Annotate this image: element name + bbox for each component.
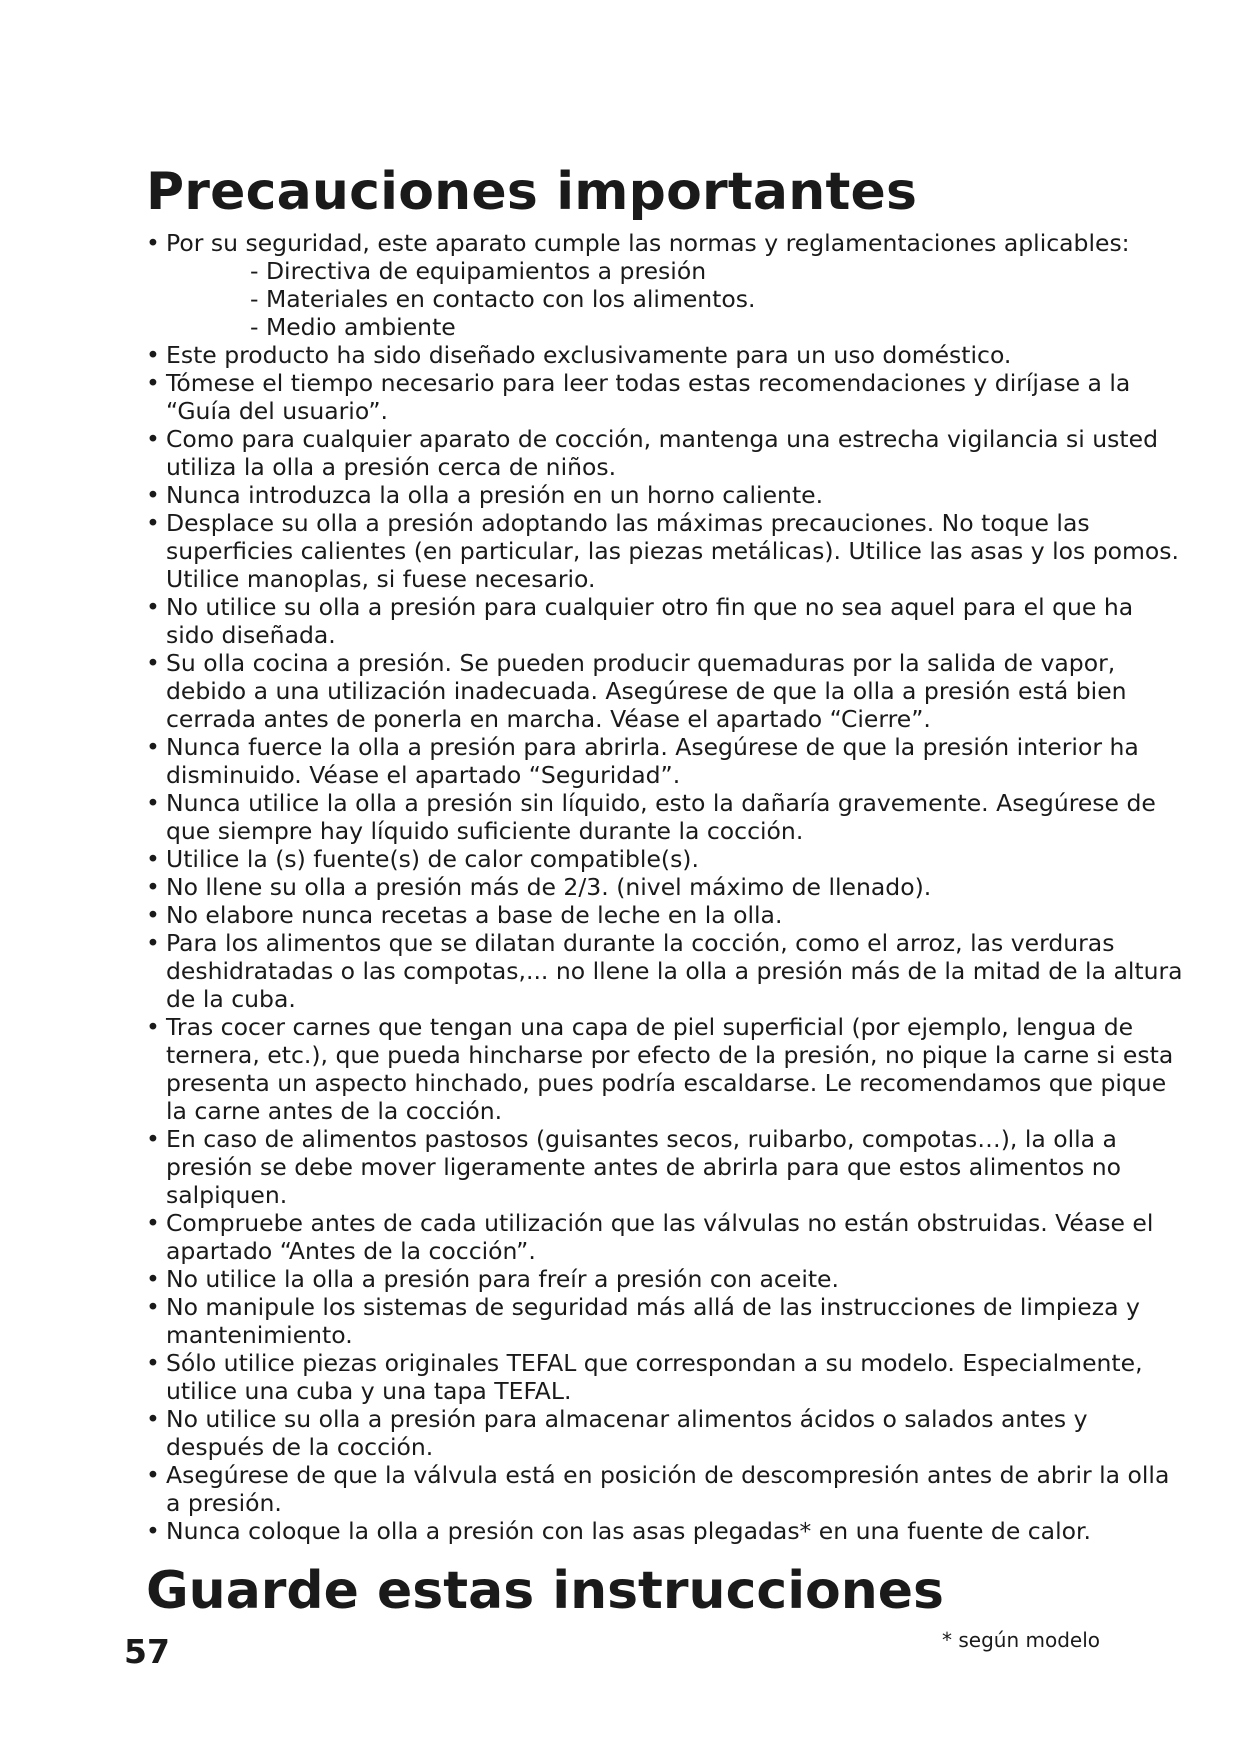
list-item-text: Nunca introduzca la olla a presión en un horno caliente.	[166, 481, 824, 509]
list-item-text: No utilice la olla a presión para freír a presión con aceite.	[166, 1265, 839, 1293]
list-item	[146, 1125, 1186, 1209]
list-item	[146, 1209, 1186, 1265]
bullet-icon: •	[146, 901, 160, 929]
bullet-icon: •	[146, 481, 160, 509]
page-number: 57	[124, 1632, 170, 1671]
list-item-text: Tras cocer carnes que tengan una capa de piel superficial (por ejemplo, lengua de ternera, etc.), que pueda hincharse por efecto de la presión, no pique la carne si esta presenta un aspecto hinchado, pues podría escaldarse. Le recomendamos que pique la carne antes de la cocción.	[166, 1013, 1174, 1125]
list-item	[146, 481, 1186, 509]
list-item	[146, 425, 1186, 481]
bullet-icon: •	[146, 1125, 160, 1153]
list-item	[146, 369, 1186, 425]
bullet-icon: •	[146, 509, 160, 537]
bullet-icon: •	[146, 789, 160, 817]
list-item-text: No utilice su olla a presión para cualquier otro fin que no sea aquel para el que ha sido diseñada.	[166, 593, 1134, 649]
bullet-icon: •	[146, 733, 160, 761]
list-item	[146, 1405, 1186, 1461]
list-item-text: Para los alimentos que se dilatan durante la cocción, como el arroz, las verduras deshidratadas o las compotas,... no llene la olla a presión más de la mitad de la altura de la cuba.	[166, 929, 1183, 1013]
precautions-list	[146, 229, 1186, 1545]
bullet-icon: •	[146, 369, 160, 397]
bullet-icon: •	[146, 1349, 160, 1377]
bullet-icon: •	[146, 1405, 160, 1433]
list-item-text: Por su seguridad, este aparato cumple las normas y reglamentaciones aplicables:	[166, 229, 1130, 257]
list-item-text: Sólo utilice piezas originales TEFAL que correspondan a su modelo. Especialmente, utilice una cuba y una tapa TEFAL.	[166, 1349, 1143, 1405]
list-item-text: Tómese el tiempo necesario para leer todas estas recomendaciones y diríjase a la “Guía del usuario”.	[166, 369, 1131, 425]
list-item	[146, 649, 1186, 733]
bullet-icon: •	[146, 593, 160, 621]
bullet-icon: •	[146, 1517, 160, 1545]
list-item	[146, 593, 1186, 649]
closing-heading: Guarde estas instrucciones	[146, 1561, 945, 1621]
list-item	[146, 1265, 1186, 1293]
sub-list-item: - Materiales en contacto con los alimentos.	[250, 285, 756, 313]
list-item	[146, 1013, 1186, 1125]
bullet-icon: •	[146, 929, 160, 957]
list-item-text: Este producto ha sido diseñado exclusivamente para un uso doméstico.	[166, 341, 1012, 369]
list-item	[146, 845, 1186, 873]
bullet-icon: •	[146, 425, 160, 453]
list-item	[146, 509, 1186, 593]
list-item-text: Su olla cocina a presión. Se pueden producir quemaduras por la salida de vapor, debido a una utilización inadecuada. Asegúrese de que la olla a presión está bien cerrada antes de ponerla en marcha. Véase el apartado “Cierre”.	[166, 649, 1127, 733]
list-item	[146, 1349, 1186, 1405]
list-item	[146, 929, 1186, 1013]
bullet-icon: •	[146, 1293, 160, 1321]
list-item-text: Utilice la (s) fuente(s) de calor compatible(s).	[166, 845, 699, 873]
sub-list-item: - Medio ambiente	[250, 313, 456, 341]
sub-list-item: - Directiva de equipamientos a presión	[250, 257, 707, 285]
list-item	[146, 1461, 1186, 1517]
list-item-text: Compruebe antes de cada utilización que las válvulas no están obstruidas. Véase el apartado “Antes de la cocción”.	[166, 1209, 1154, 1265]
list-item	[146, 901, 1186, 929]
bullet-icon: •	[146, 873, 160, 901]
footnote: * según modelo	[942, 1628, 1100, 1652]
bullet-icon: •	[146, 649, 160, 677]
bullet-icon: •	[146, 1461, 160, 1489]
list-item-text: Nunca utilice la olla a presión sin líquido, esto la dañaría gravemente. Asegúrese de que siempre hay líquido suficiente durante la cocción.	[166, 789, 1156, 845]
list-item	[146, 733, 1186, 789]
bullet-icon: •	[146, 229, 160, 257]
bullet-icon: •	[146, 1209, 160, 1237]
list-item	[146, 1293, 1186, 1349]
list-item	[146, 229, 1186, 257]
list-item-text: Desplace su olla a presión adoptando las máximas precauciones. No toque las superficies calientes (en particular, las piezas metálicas). Utilice las asas y los pomos. Utilice manoplas, si fuese necesario.	[166, 509, 1179, 593]
page-title: Precauciones importantes	[146, 162, 918, 222]
list-item-text: En caso de alimentos pastosos (guisantes secos, ruibarbo, compotas…), la olla a presión se debe mover ligeramente antes de abrirla para que estos alimentos no salpiquen.	[166, 1125, 1122, 1209]
list-item-text: No elabore nunca recetas a base de leche en la olla.	[166, 901, 783, 929]
bullet-icon: •	[146, 1265, 160, 1293]
list-item-text: Asegúrese de que la válvula está en posición de descompresión antes de abrir la olla a presión.	[166, 1461, 1170, 1517]
list-item-text: Nunca coloque la olla a presión con las asas plegadas* en una fuente de calor.	[166, 1517, 1091, 1545]
list-item	[146, 873, 1186, 901]
list-item-text: Como para cualquier aparato de cocción, mantenga una estrecha vigilancia si usted utiliza la olla a presión cerca de niños.	[166, 425, 1159, 481]
list-item-text: No llene su olla a presión más de 2/3. (nivel máximo de llenado).	[166, 873, 932, 901]
bullet-icon: •	[146, 341, 160, 369]
list-item	[146, 1517, 1186, 1545]
bullet-icon: •	[146, 845, 160, 873]
list-item	[146, 789, 1186, 845]
list-item-text: No utilice su olla a presión para almacenar alimentos ácidos o salados antes y después de la cocción.	[166, 1405, 1088, 1461]
list-item	[146, 341, 1186, 369]
list-item-text: No manipule los sistemas de seguridad más allá de las instrucciones de limpieza y mantenimiento.	[166, 1293, 1140, 1349]
list-item-text: Nunca fuerce la olla a presión para abrirla. Asegúrese de que la presión interior ha disminuido. Véase el apartado “Seguridad”.	[166, 733, 1139, 789]
bullet-icon: •	[146, 1013, 160, 1041]
